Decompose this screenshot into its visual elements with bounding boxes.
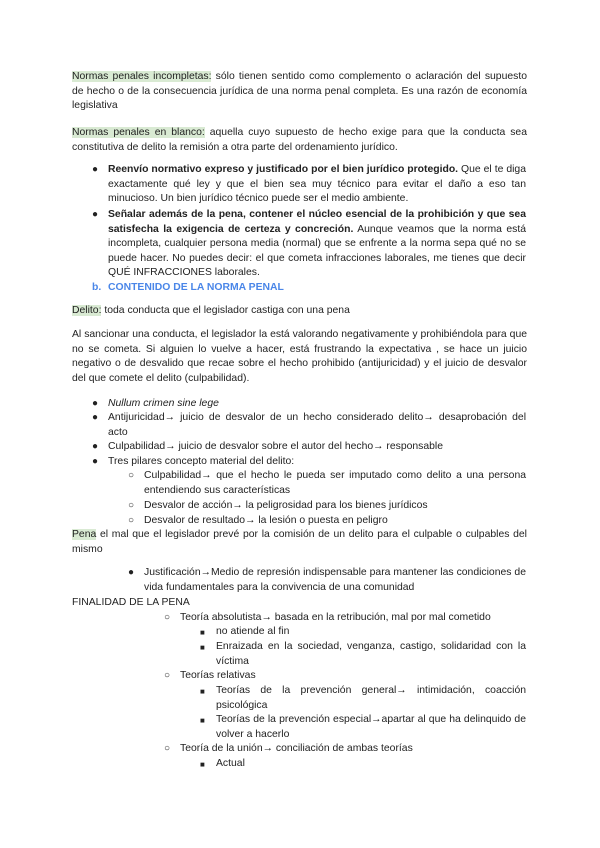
teoria-absolutista: Teoría absolutista→ basada en la retribución, mal por mal cometido	[180, 612, 491, 623]
bullet-circle: ○	[128, 515, 135, 526]
finalidad-heading: FINALIDAD DE LA PENA	[72, 597, 190, 608]
paragraph-normas-incompletas	[72, 70, 527, 114]
bullet-square: ■	[200, 716, 205, 725]
absolutista-item-1: no atiende al fin	[216, 626, 290, 637]
bullet-circle: ○	[164, 670, 171, 681]
definition-pena: el mal que el legislador prevé por la comisión de un delito para el culpable o culpables del mismo	[72, 529, 527, 555]
list-item-antijuricidad: Antijuricidad→ juicio de desvalor de un hecho considerado delito→ desaprobación del acto	[108, 412, 526, 438]
list-item-culpabilidad: Culpabilidad→ juicio de desvalor sobre el autor del hecho→ responsable	[108, 441, 444, 452]
bullet-square: ■	[200, 643, 205, 652]
paragraph-delito	[72, 304, 527, 319]
absolutista-item-2: Enraizada en la sociedad, venganza, castigo, solidaridad con la víctima	[216, 641, 526, 667]
section-heading: CONTENIDO DE LA NORMA PENAL	[108, 282, 284, 293]
term-pena: Pena	[72, 529, 97, 540]
paragraph-sancionar: Al sancionar una conducta, el legislador la está valorando negativamente y prohibiéndola para que no se cometa. Si alguien lo vuelve a hacer, está frustrando la expectativa , se hace un juicio negativo o de desvalido que recae sobre el hecho prohibido (antijuricidad) y el juicio de desvalor del que comete el delito (culpabilidad).	[72, 329, 527, 384]
bullet-circle: ○	[164, 612, 171, 623]
term-delito: Delito:	[72, 305, 102, 316]
bullet-circle: ○	[128, 470, 135, 481]
list-item-justificacion: Justificación→Medio de represión indispensable para mantener las condiciones de vida fundamentales para la convivencia de una comunidad	[144, 567, 526, 593]
bullet-dot: ●	[92, 441, 99, 452]
paragraph-normas-en-blanco	[72, 126, 527, 155]
bullet-circle: ○	[164, 743, 171, 754]
list-item-pilares: Tres pilares concepto material del delito:	[108, 456, 295, 467]
section-letter: b.	[92, 282, 102, 293]
relativas-item-1: Teorías de la prevención general→ intimidación, coacción psicológica	[216, 685, 526, 711]
sub-item-resultado: Desvalor de resultado→ la lesión o puesta en peligro	[144, 515, 388, 526]
bullet-circle: ○	[128, 500, 135, 511]
bullet-dot: ●	[92, 398, 99, 409]
bullet-senalar-text: Aunque veamos que la norma está incompleta, cualquier persona media (normal) que se enfrente a la norma sepa qué no se puede hacer. No puedes decir: el que cometa infracciones laborales, me tienes que decir QUÉ INFRACCIONES laborales.	[108, 223, 526, 279]
paragraph-pena	[72, 528, 527, 557]
bullet-square: ■	[200, 760, 205, 769]
bullet-reenvio-title: Reenvío normativo expreso y justificado por el bien jurídico protegido.	[108, 164, 459, 175]
bullet-reenvio-text: Que el te diga exactamente qué ley y que el bien sea muy técnico para evitar el daño a eso tan minucioso. Un bien jurídico técnico puede ser el medio ambiente.	[108, 164, 526, 205]
definition-normas-en-blanco: aquella cuyo supuesto de hecho exige para que la conducta sea constitutiva de delito la remisión a otra parte del ordenamiento jurídico.	[72, 127, 527, 153]
bullet-senalar-title: Señalar además de la pena, contener el núcleo esencial de la prohibición y que sea satisfecha la exigencia de certeza y concreción.	[108, 209, 526, 235]
term-normas-en-blanco: Normas penales en blanco:	[72, 127, 205, 138]
bullet-square: ■	[200, 687, 205, 696]
bullet-reenvio	[108, 163, 526, 207]
union-item-1: Actual	[216, 758, 245, 769]
term-normas-incompletas: Normas penales incompletas:	[72, 71, 212, 82]
teoria-union: Teoría de la unión→ conciliación de ambas teorías	[180, 743, 413, 754]
bullet-dot: ●	[128, 567, 135, 578]
sub-item-culpabilidad: Culpabilidad→ que el hecho le pueda ser imputado como delito a una persona entendiendo sus características	[144, 470, 526, 496]
list-item-nullum: Nullum crimen sine lege	[108, 398, 219, 409]
bullet-dot: ●	[92, 412, 99, 423]
bullet-dot: ●	[92, 209, 99, 220]
teorias-relativas: Teorías relativas	[180, 670, 256, 681]
definition-normas-incompletas: sólo tienen sentido como complemento o aclaración del supuesto de hecho o de la consecuencia jurídica de una norma penal completa. Es una razón de economía legislativa	[72, 71, 528, 112]
bullet-dot: ●	[92, 456, 99, 467]
definition-delito: toda conducta que el legislador castiga con una pena	[101, 305, 350, 316]
sub-item-accion: Desvalor de acción→ la peligrosidad para los bienes jurídicos	[144, 500, 428, 511]
bullet-senalar	[108, 208, 526, 281]
bullet-square: ■	[200, 628, 205, 637]
bullet-dot: ●	[92, 164, 99, 175]
relativas-item-2: Teorías de la prevención especial→apartar al que ha delinquido de volver a hacerlo	[216, 714, 526, 740]
